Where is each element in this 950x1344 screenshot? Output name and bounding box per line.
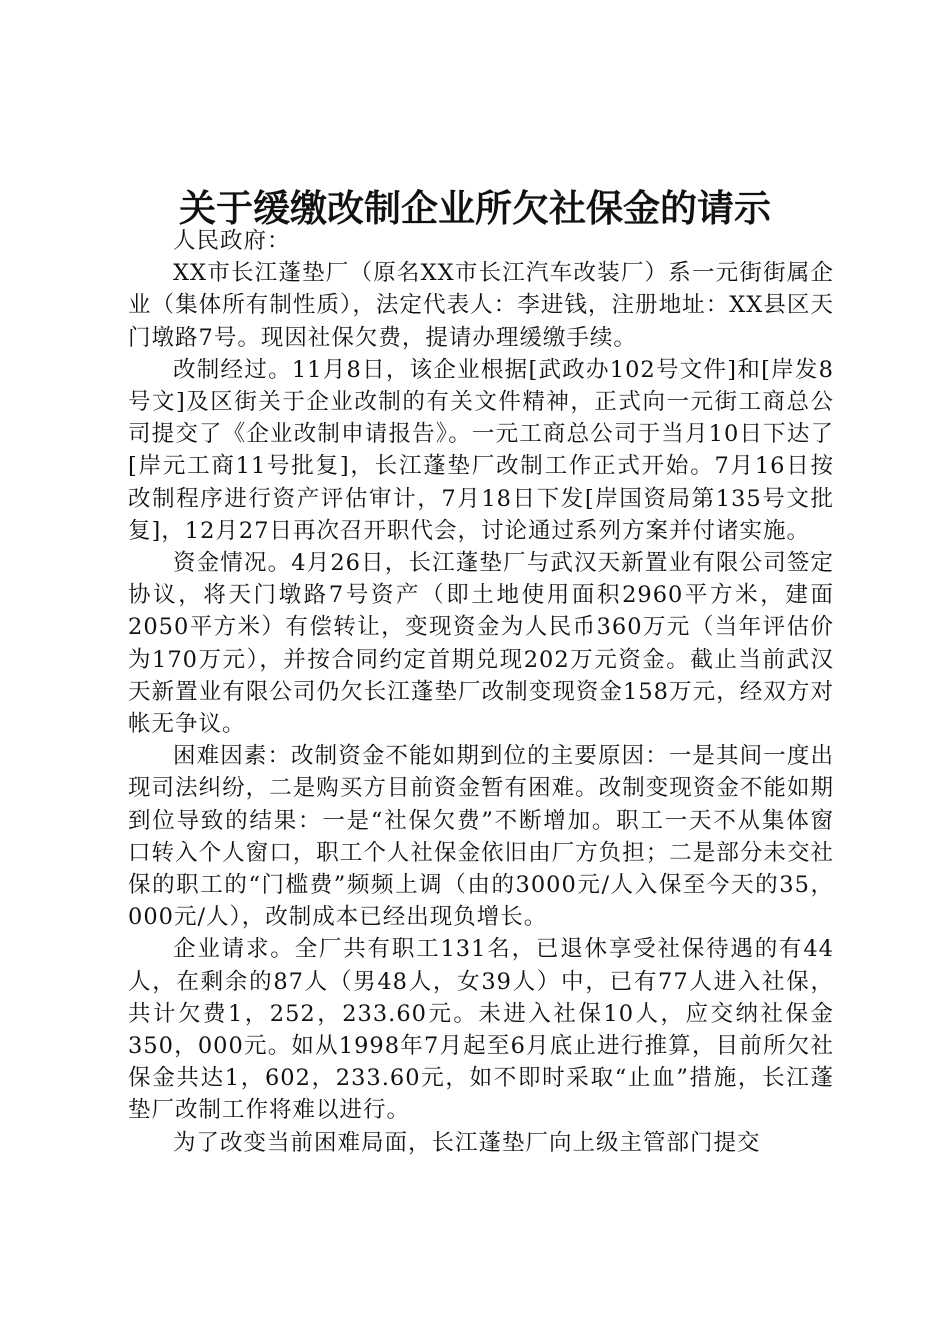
paragraph-funding: 资金情况。4月26日，长江蓬垫厂与武汉天新置业有限公司签定协议，将天门墩路7号资产（即土地使用面积2960平方米，建面2050平方米）有偿转让，变现资金为人民币360万元（当年评估价为170万元），并按合同约定首期兑现202万元资金。截止当前武汉天新置业有限公司仍欠长江蓬垫厂改制变现资金158万元，经双方对帐无争议。 xyxy=(128,550,834,738)
paragraph-difficulties: 困难因素：改制资金不能如期到位的主要原因：一是其间一度出现司法纠纷，二是购买方目前资金暂有困难。改制变现资金不能如期到位导致的结果：一是“社保欠费”不断增加。职工一天不从集体窗口转入个人窗口，职工个人社保金依旧由厂方负担；二是部分未交社保的职工的“门槛费”频频上调（由的3000元/人入保至今天的35，000元/人），改制成本已经出现负增长。 xyxy=(128,743,834,931)
paragraph-conclusion: 为了改变当前困难局面，长江蓬垫厂向上级主管部门提交 xyxy=(173,1129,761,1156)
paragraph-reform-process: 改制经过。11月8日，该企业根据[武政办102号文件]和[岸发8号文]及区街关于企业改制的有关文件精神，正式向一元街工商总公司提交了《企业改制申请报告》。一元工商总公司于当月10日下达了[岸元工商11号批复]，长江蓬垫厂改制工作正式开始。7月16日按改制程序进行资产评估审计，7月18日下发[岸国资局第135号文批复]，12月27日再次召开职代会，讨论通过系列方案并付诸实施。 xyxy=(128,356,834,544)
paragraph-intro: XX市长江蓬垫厂（原名XX市长江汽车改装厂）系一元街街属企业（集体所有制性质），法定代表人：李进钱，注册地址：XX县区天门墩路7号。现因社保欠费，提请办理缓缴手续。 xyxy=(128,260,834,351)
paragraph-request: 企业请求。全厂共有职工131名，已退休享受社保待遇的有44人，在剩余的87人（男48人，女39人）中，已有77人进入社保，共计欠费1，252，233.60元。未进入社保10人，应交纳社保金350，000元。如从1998年7月起至6月底止进行推算，目前所欠社保金共达1，602，233.60元，如不即时采取“止血”措施，长江蓬垫厂改制工作将难以进行。 xyxy=(128,936,834,1124)
document-title: 关于缓缴改制企业所欠社保金的请示 xyxy=(179,186,771,230)
salutation: 人民政府： xyxy=(173,228,291,254)
document-body xyxy=(128,225,834,1159)
